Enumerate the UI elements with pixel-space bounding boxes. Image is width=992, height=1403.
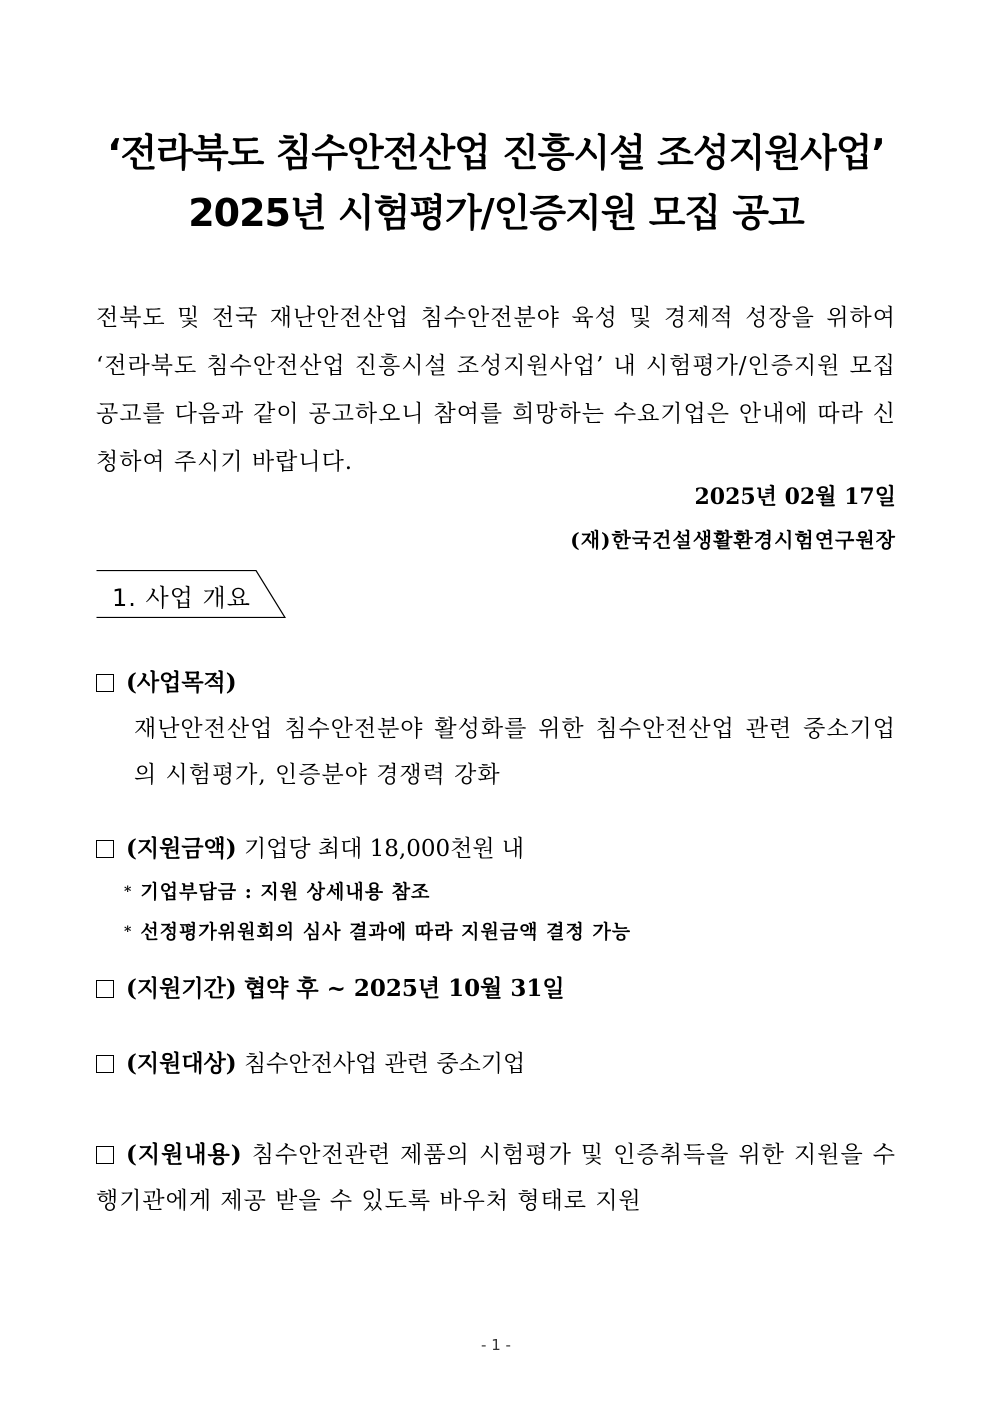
- checkbox-icon: [96, 840, 114, 858]
- checkbox-icon: [96, 1055, 114, 1073]
- section-1-label: 1. 사업 개요: [112, 584, 251, 612]
- amount-body: 기업당 최대 18,000천원 내: [243, 836, 525, 862]
- target-heading: (지원대상): [126, 1050, 237, 1077]
- purpose-heading: (사업목적): [126, 669, 237, 696]
- amount-note-1: * 기업부담금 : 지원 상세내용 참조: [124, 881, 431, 903]
- section-1-header: [96, 570, 286, 618]
- amount-note-2: * 선정평가위원회의 심사 결과에 따라 지원금액 결정 가능: [124, 921, 632, 943]
- purpose-item: [96, 660, 896, 706]
- content-body: 침수안전관련 제품의 시험평가 및 인증취득을 위한 지원을 수행기관에게 제공 받을 수 있도록 바우처 형태로 지원: [96, 1142, 896, 1214]
- intro-paragraph: 전북도 및 전국 재난안전산업 침수안전분야 육성 및 경제적 성장을 위하여 ‘전라북도 침수안전산업 진흥시설 조성지원사업’ 내 시험평가/인증지원 모집 공고를 다음과 같이 공고하오니 참여를 희망하는 수요기업은 안내에 따라 신청하여 주시기 바랍니다.: [96, 305, 896, 475]
- note-marker: *: [124, 924, 133, 940]
- purpose-body: 재난안전산업 침수안전분야 활성화를 위한 침수안전산업 관련 중소기업의 시험평가, 인증분야 경쟁력 강화: [134, 716, 896, 788]
- note-marker: *: [124, 884, 133, 900]
- target-body: 침수안전사업 관련 중소기업: [243, 1051, 526, 1077]
- announcement-date: 2025년 02월 17일: [694, 484, 896, 510]
- target-item: [96, 1041, 896, 1087]
- period-item: [96, 966, 896, 1012]
- title-line-2: 2025년 시험평가/인증지원 모집 공고: [188, 191, 804, 235]
- content-heading: (지원내용): [126, 1141, 243, 1168]
- checkbox-icon: [96, 980, 114, 998]
- checkbox-icon: [96, 1146, 114, 1164]
- title-line-1: ‘전라북도 침수안전산업 진흥시설 조성지원사업’: [107, 131, 885, 175]
- amount-item: [96, 826, 896, 872]
- page-number: - 1 -: [481, 1336, 511, 1354]
- amount-heading: (지원금액): [126, 835, 237, 862]
- period-body: 협약 후 ~ 2025년 10월 31일: [243, 975, 565, 1002]
- content-item: [96, 1132, 896, 1224]
- period-heading: (지원기간): [126, 975, 237, 1002]
- organization-name: (재)한국건설생활환경시험연구원장: [570, 528, 896, 552]
- checkbox-icon: [96, 674, 114, 692]
